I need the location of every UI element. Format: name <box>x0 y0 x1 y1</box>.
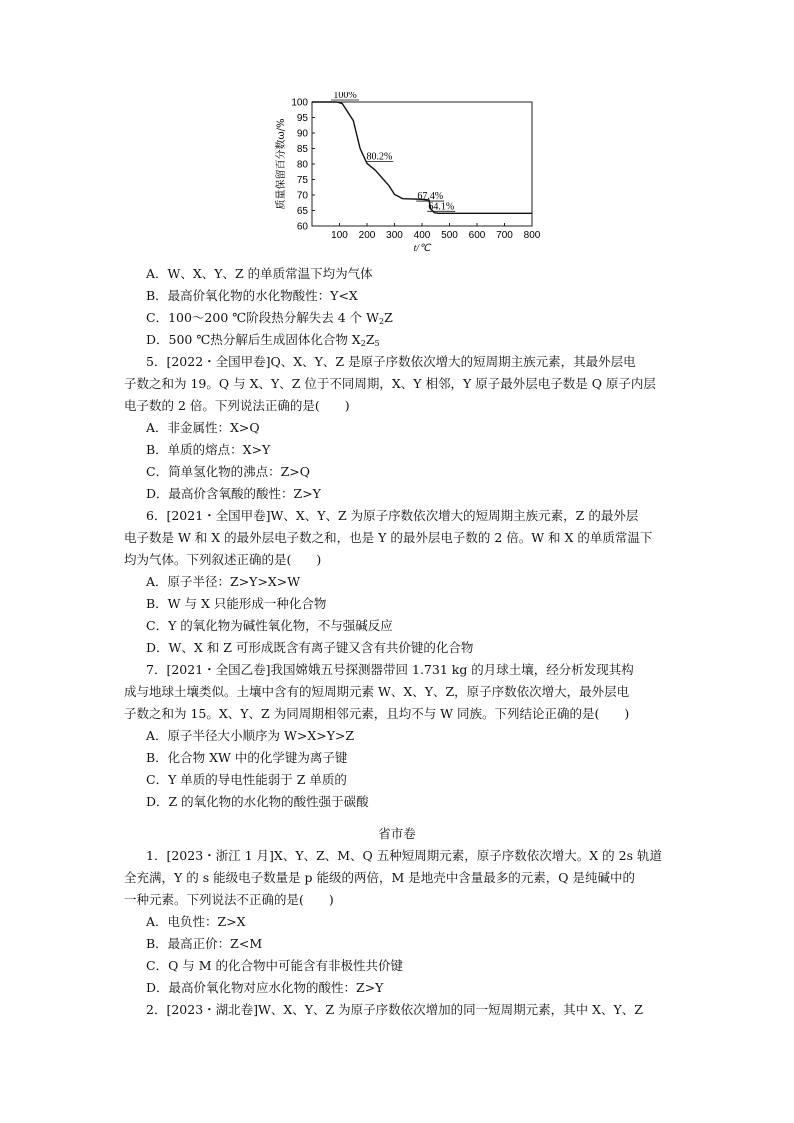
q7-option-b: B．化合物 XW 中的化学键为离子键 <box>146 750 348 765</box>
plot-frame <box>312 102 532 226</box>
s1-option-c: C．Q 与 M 的化合物中可能含有非极性共价键 <box>146 958 404 973</box>
q6-option-b: B．W 与 X 只能形成一种化合物 <box>146 596 327 611</box>
y-tick-label: 100 <box>291 97 308 109</box>
q7-option-d: D．Z 的氧化物的水化物的酸性强于碳酸 <box>146 794 369 809</box>
data-label: 100% <box>333 92 357 101</box>
y-axis-label: 质量保留百分数ω/% <box>276 118 287 210</box>
s2-stem-line1: 2．[2023・湖北卷]W、X、Y、Z 为原子序数依次增加的同一短周期元素，其中 X、Y、Z <box>146 1002 643 1017</box>
x-tick-label: 300 <box>386 230 403 241</box>
q6-stem-line1: 6．[2021・全国甲卷]W、X、Y、Z 为原子序数依次增大的短周期主族元素，Z 的最外层 <box>146 508 639 523</box>
q7-option-a: A．原子半径大小顺序为 W>X>Y>Z <box>146 728 355 743</box>
x-tick-label: 800 <box>523 230 541 241</box>
q6-stem-line2: 电子数是 W 和 X 的最外层电子数之和，也是 Y 的最外层电子数的 2 倍。W 和 X 的单质常温下 <box>124 530 653 545</box>
data-label: 67.4% <box>417 191 444 203</box>
s1-stem-line1: 1．[2023・浙江 1 月]X、Y、Z、M、Q 五种短周期元素，原子序数依次增大。X 的 2s 轨道 <box>146 848 662 863</box>
q7-option-c: C．Y 单质的导电性能弱于 Z 单质的 <box>146 772 347 787</box>
q4-option-d: D．500 ℃热分解后生成固体化合物 $X_2Z_5$ <box>146 332 380 348</box>
chart-root <box>274 92 541 254</box>
q4-option-c: C．100～200 ℃阶段热分解失去 4 个 $W_2Z$ <box>146 310 393 326</box>
q4-option-a: A．W、X、Y、Z 的单质常温下均为气体 <box>146 266 373 281</box>
y-tick-label: 90 <box>296 128 308 140</box>
s1-option-a: A．电负性：Z>X <box>146 914 246 929</box>
q4-option-b: B．最高价氧化物的水化物酸性：Y<X <box>146 288 358 303</box>
q5-option-d: D．最高价含氧酸的酸性：Z>Y <box>146 486 321 501</box>
thermogravimetric-chart <box>272 92 552 262</box>
s1-stem-line2: 全充满，Y 的 s 能级电子数量是 p 能级的两倍，M 是地壳中含量最多的元素，Q 是纯碱中的 <box>124 870 636 885</box>
x-tick-label: 100 <box>331 230 348 241</box>
section-title: 省市卷 <box>378 826 416 841</box>
q6-stem-line3: 均为气体。下列叙述正确的是( ) <box>124 552 322 567</box>
q6-option-a: A．原子半径：Z>Y>X>W <box>146 574 301 589</box>
y-tick-label: 80 <box>296 159 308 171</box>
x-tick-label: 700 <box>496 230 513 241</box>
y-tick-label: 95 <box>296 113 308 124</box>
q5-stem-line1: 5．[2022・全国甲卷]Q、X、Y、Z 是原子序数依次增大的短周期主族元素，其最外层电 <box>146 354 636 369</box>
q5-stem-line3: 电子数的 2 倍。下列说法正确的是( ) <box>124 398 350 413</box>
q6-option-d: D．W、X 和 Z 可形成既含有离子键又含有共价键的化合物 <box>146 640 474 655</box>
data-label: 64.1% <box>428 201 455 213</box>
y-tick-label: 75 <box>296 175 308 186</box>
q5-stem-line2: 子数之和为 19。Q 与 X、Y、Z 位于不同周期，X、Y 相邻，Y 原子最外层电子数是 Q 原子内层 <box>124 376 656 391</box>
q7-stem-line2: 成与地球土壤类似。土壤中含有的短周期元素 W、X、Y、Z，原子序数依次增大，最外层电 <box>124 684 630 699</box>
x-axis-label: t/℃ <box>413 243 431 254</box>
q5-option-c: C．简单氢化物的沸点：Z>Q <box>146 464 310 479</box>
data-label: 80.2% <box>366 151 393 163</box>
x-tick-label: 500 <box>441 230 458 241</box>
x-tick-label: 200 <box>358 230 376 241</box>
y-tick-label: 65 <box>296 206 308 217</box>
q5-option-a: A．非金属性：X>Q <box>146 420 260 435</box>
x-tick-label: 400 <box>413 230 431 241</box>
y-tick-label: 85 <box>296 144 308 155</box>
s1-stem-line3: 一种元素。下列说法不正确的是( ) <box>124 892 334 907</box>
x-tick-label: 600 <box>468 230 486 241</box>
s1-option-b: B．最高正价：Z<M <box>146 936 263 951</box>
y-tick-label: 70 <box>296 190 308 202</box>
q7-stem-line1: 7．[2021・全国乙卷]我国嫦娥五号探测器带回 1.731 kg 的月球土壤，经分析发现其构 <box>146 662 634 677</box>
q6-option-c: C．Y 的氧化物为碱性氧化物，不与强碱反应 <box>146 618 393 633</box>
s1-option-d: D．最高价氧化物对应水化物的酸性：Z>Y <box>146 980 384 995</box>
y-tick-label: 60 <box>296 221 308 233</box>
q7-stem-line3: 子数之和为 15。X、Y、Z 为同周期相邻元素，且均不与 W 同族。下列结论正确的是( ) <box>124 706 630 721</box>
q5-option-b: B．单质的熔点：X>Y <box>146 442 271 457</box>
